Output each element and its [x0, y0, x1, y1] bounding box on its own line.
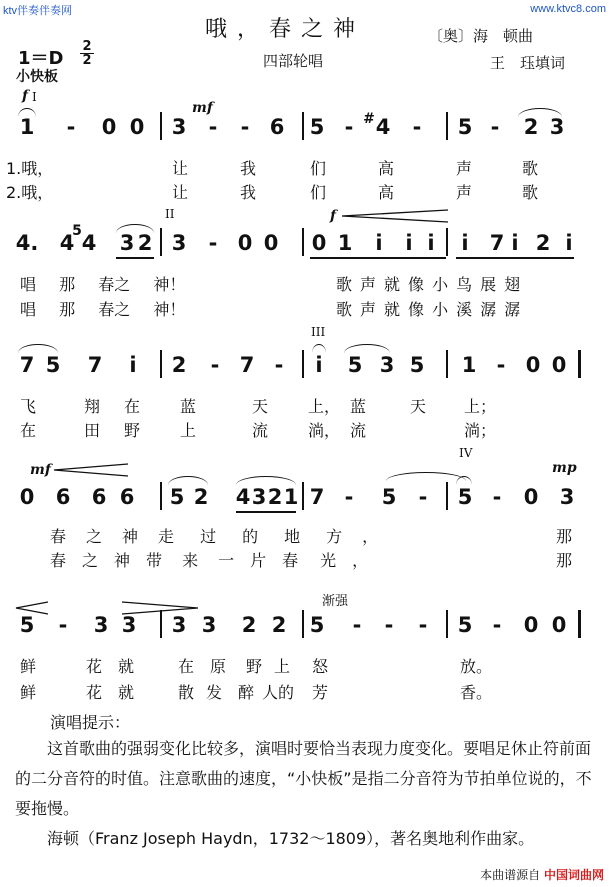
lyric-5-7: 怒 [312, 657, 329, 676]
part-marker-2: II [165, 207, 175, 221]
watermark-left: ktv伴奏伴奏网 [3, 5, 73, 17]
note: 2 [193, 485, 209, 509]
subtitle: 四部轮唱 [263, 52, 324, 70]
note: 4 [375, 115, 391, 139]
note: 5 [347, 353, 363, 377]
note: 0 [551, 613, 567, 637]
note: i [511, 231, 519, 255]
lyric-1-1: 让 [172, 159, 189, 178]
note: 0 [311, 231, 327, 255]
note: - [418, 613, 428, 637]
note: i [375, 231, 383, 255]
lyric-2-6: 歌 [522, 183, 539, 202]
dynamic-mf-2: mf [30, 462, 51, 478]
part-marker-3: III [311, 325, 326, 339]
notation-row-2 [0, 223, 610, 260]
note: 2 [241, 613, 257, 637]
part-marker-4: IV [459, 446, 473, 460]
note: - [496, 353, 506, 377]
note: 0 [525, 353, 541, 377]
barline-end [578, 610, 581, 638]
lyric-5b-6: 人的 [262, 683, 295, 702]
note: 0 [237, 231, 253, 255]
note: 7 [489, 231, 505, 255]
lyric-5-3: 在 [178, 657, 195, 676]
notation-row-3 [0, 352, 610, 382]
notation-row-5 [0, 612, 610, 642]
note: - [418, 485, 428, 509]
lyric-3b-2: 野 [124, 421, 141, 440]
note: 6 [119, 485, 135, 509]
dynamic-mp: mp [552, 460, 577, 476]
note: 3 [251, 485, 267, 509]
note: 3 [93, 613, 109, 637]
underline [116, 257, 154, 259]
lyric-row4-v1: 春之神走过的地方， [50, 527, 399, 546]
note: - [208, 231, 218, 255]
note: 3 [171, 231, 187, 255]
barline [160, 482, 162, 510]
composer: 〔奥〕海 顿曲 [428, 27, 534, 45]
note: - [208, 115, 218, 139]
lyric-5b-7: 芳 [312, 683, 329, 702]
crescendo-hairpin-2 [52, 462, 130, 478]
note: i [405, 231, 413, 255]
lyric-3-4: 天 [252, 397, 269, 416]
dynamic-f-2: f [330, 208, 337, 224]
note: - [490, 115, 500, 139]
lyric-2-3: 们 [310, 183, 327, 202]
note: 3 [379, 353, 395, 377]
song-title: 哦，春之神 [205, 17, 366, 42]
lyric-3b-0: 在 [20, 421, 37, 440]
note: - [240, 115, 250, 139]
lyric-2-2: 我 [240, 183, 257, 202]
lyric-1-2: 我 [240, 159, 257, 178]
tips-author: 海顿（Franz Joseph Haydn，1732～1809），著名奥地利作曲家。 [47, 829, 535, 848]
note: - [274, 353, 284, 377]
note: - [384, 613, 394, 637]
lyric-row4-v2-end: 那 [556, 551, 573, 570]
note: 3 [171, 115, 187, 139]
note: 5 [45, 353, 61, 377]
lyric-5-0: 鲜 [20, 657, 37, 676]
note: 0 [551, 353, 567, 377]
notation-row-4 [0, 484, 610, 514]
lyric-5-5: 野 [246, 657, 263, 676]
time-signature [80, 40, 94, 67]
note: 3 [549, 115, 565, 139]
note: 5 [381, 485, 397, 509]
tips-title: 演唱提示： [50, 713, 131, 732]
note: 6 [91, 485, 107, 509]
note: 0 [263, 231, 279, 255]
lyric-row2-v1b: 歌声就像小鸟展翅 [336, 275, 529, 294]
lyric-3-6: 蓝 [350, 397, 367, 416]
dynamic-mf: mf [192, 100, 213, 116]
lyric-3-2: 在 [124, 397, 141, 416]
lyric-1-3: 们 [310, 159, 327, 178]
note: - [58, 613, 68, 637]
lyric-1-0: 1.哦， [6, 159, 54, 178]
lyric-5b-1: 花 [86, 683, 103, 702]
note: 1 [19, 115, 35, 139]
note: i [461, 231, 469, 255]
part-marker-1: I [32, 90, 37, 104]
lyric-1-4: 高 [378, 159, 395, 178]
note: 2 [271, 613, 287, 637]
note: - [66, 115, 76, 139]
lyric-3-0: 飞 [20, 397, 37, 416]
note: - [352, 613, 362, 637]
lyric-1-6: 歌 [522, 159, 539, 178]
barline [302, 350, 304, 378]
lyric-row4-v1-end: 那 [556, 527, 573, 546]
lyric-2-5: 声 [456, 183, 473, 202]
note: 5 [457, 485, 473, 509]
note: - [492, 613, 502, 637]
footer-left: 本曲谱源自 [480, 868, 541, 882]
note: 2 [137, 231, 153, 255]
underline [236, 511, 296, 513]
footer-site[interactable]: 中国词曲网 [543, 868, 604, 882]
note: 0 [101, 115, 117, 139]
note: 0 [523, 613, 539, 637]
note: 1 [461, 353, 477, 377]
lyric-5-6: 上 [274, 657, 291, 676]
barline [446, 228, 448, 256]
note: 6 [269, 115, 285, 139]
lyric-3-8: 上； [464, 397, 497, 416]
tips-body: 这首歌曲的强弱变化比较多，演唱时要恰当表现力度变化。要唱足休止符前面的二分音符的时值。注意歌曲的速度，“小快板”是指二分音符为节拍单位说的，不要拖慢。 [15, 739, 592, 818]
lyric-5b-2: 就 [118, 683, 135, 702]
lyric-5b-0: 鲜 [20, 683, 37, 702]
lyric-3b-7: 淌； [464, 421, 497, 440]
lyric-5-8: 放。 [460, 657, 493, 676]
note: 4. [15, 231, 39, 255]
note: 2 [267, 485, 283, 509]
note: 4 [59, 231, 75, 255]
note: 2 [535, 231, 551, 255]
lyric-5-2: 就 [118, 657, 135, 676]
tempo-marking: 小快板 [16, 69, 58, 85]
note: - [412, 115, 422, 139]
crescendo-hairpin [340, 208, 450, 224]
lyric-2-0: 2.哦， [6, 183, 54, 202]
lyric-1-5: 声 [456, 159, 473, 178]
note: - [344, 485, 354, 509]
underline [456, 257, 574, 259]
barline [446, 610, 448, 638]
lyric-5-4: 原 [210, 657, 227, 676]
note: 3 [201, 613, 217, 637]
note: i [565, 231, 573, 255]
note: 3 [559, 485, 575, 509]
note: 5 [457, 115, 473, 139]
note: 0 [523, 485, 539, 509]
note: 3 [121, 613, 137, 637]
note: 1 [337, 231, 353, 255]
barline-end [578, 350, 581, 378]
lyric-3b-5: 淌， [308, 421, 341, 440]
lyric-row2-v2b: 歌声就像小溪潺潺 [336, 300, 529, 319]
sharp-sign: # [363, 111, 375, 127]
barline [446, 482, 448, 510]
lyric-row4-v2: 春之神带来一片春光， [50, 551, 385, 570]
note: 7 [239, 353, 255, 377]
note: 6 [55, 485, 71, 509]
footer-source [480, 866, 604, 883]
note: - [210, 353, 220, 377]
note: 1 [283, 485, 299, 509]
tie [386, 472, 466, 481]
note: 7 [19, 353, 35, 377]
lyric-5b-5: 醉 [238, 683, 255, 702]
crescendo-text: 渐强 [322, 594, 349, 609]
note: 5 [409, 353, 425, 377]
underline [310, 257, 446, 259]
lyric-3b-1: 田 [84, 421, 101, 440]
lyric-2-4: 高 [378, 183, 395, 202]
note: - [492, 485, 502, 509]
note: 5 [19, 613, 35, 637]
barline [160, 228, 162, 256]
time-top: 2 [82, 39, 92, 54]
dynamic-f: f [22, 88, 29, 104]
note: - [344, 115, 354, 139]
key-signature: 1＝D [18, 48, 64, 69]
lyric-row2-v1a: 唱 那 春之 神！ [20, 275, 186, 294]
barline [160, 112, 162, 140]
note: i [129, 353, 137, 377]
barline [302, 228, 304, 256]
lyric-5b-4: 发 [206, 683, 223, 702]
lyric-3b-6: 流 [350, 421, 367, 440]
note: i [427, 231, 435, 255]
watermark-right: www.ktvc8.com [530, 3, 606, 15]
notation-row-1 [0, 111, 610, 144]
time-bottom: 2 [80, 53, 94, 67]
lyric-5-1: 花 [86, 657, 103, 676]
note: i [315, 353, 323, 377]
lyric-3b-4: 流 [252, 421, 269, 440]
lyric-5b-8: 香。 [460, 683, 493, 702]
note: 7 [87, 353, 103, 377]
lyric-3-3: 蓝 [180, 397, 197, 416]
note: 7 [309, 485, 325, 509]
lyric-3-7: 天 [410, 397, 427, 416]
note: 5 [457, 613, 473, 637]
note: 3 [171, 613, 187, 637]
barline [160, 350, 162, 378]
note: 0 [19, 485, 35, 509]
lyric-5b-3: 散 [178, 683, 195, 702]
lyric-2-1: 让 [172, 183, 189, 202]
barline [160, 610, 162, 638]
note: 4 [81, 231, 97, 255]
note: 3 [119, 231, 135, 255]
lyric-3-1: 翔 [84, 397, 101, 416]
lyric-row2-v2a: 唱 那 春之 神！ [20, 300, 186, 319]
note: 4 [235, 485, 251, 509]
note: 2 [171, 353, 187, 377]
lyric-3b-3: 上 [180, 421, 197, 440]
note: 2 [523, 115, 539, 139]
barline [446, 350, 448, 378]
grace-note: 5 [72, 223, 82, 239]
note: 5 [309, 613, 325, 637]
lyricist: 王 珏填词 [490, 54, 566, 72]
lyric-3-5: 上， [308, 397, 341, 416]
note: 5 [169, 485, 185, 509]
note: 0 [129, 115, 145, 139]
barline [446, 112, 448, 140]
note: 5 [309, 115, 325, 139]
